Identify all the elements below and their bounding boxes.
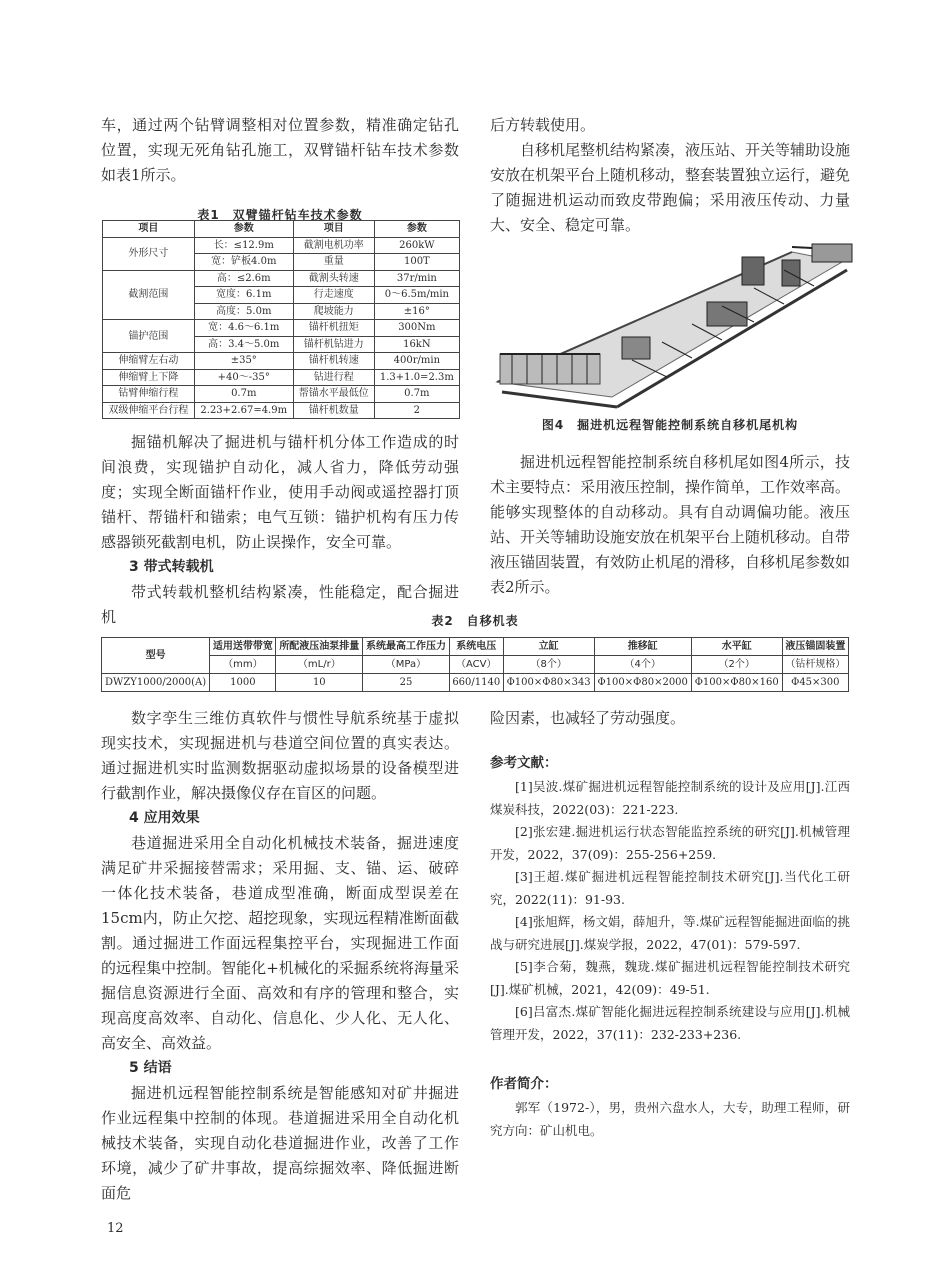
right-column-bottom	[490, 706, 850, 1142]
table-cell: 37r/min	[374, 270, 459, 287]
table-cell: 重量	[293, 254, 374, 271]
table-cell: 10	[276, 674, 363, 692]
paragraph: 掘锚机解决了掘进机与锚杆机分体工作造成的时间浪费，实现锚护自动化，减人省力，降低劳动强度；实现全断面锚杆作业，使用手动阀或遥控器打顶锚杆、帮锚杆和锚索；电气互锁：锚护机构有压力传感器锁死截割电机，防止误操作，安全可靠。	[101, 433, 459, 551]
table-cell: 260kW	[374, 237, 459, 254]
table-cell: 0.7m	[194, 386, 293, 403]
table-cell: 高度：5.0m	[194, 303, 293, 320]
table-unit: （8个）	[503, 656, 594, 674]
reference-item: [5]李合菊，魏燕，魏珑.煤矿掘进机远程智能控制技术研究[J].煤矿机械，2021，42(09)：49-51.	[490, 959, 850, 997]
right-column-top	[490, 113, 850, 238]
table2-caption: 表2 自移机表	[431, 614, 519, 628]
table-header: 水平缸	[691, 638, 782, 656]
table-row	[103, 402, 460, 419]
table-cell: 外形尺寸	[103, 237, 195, 270]
table-unit: （钻杆规格）	[782, 656, 848, 674]
reference-item: [3]王超.煤矿掘进机远程智能控制技术研究[J].当代化工研究，2022(11)：91-93.	[490, 869, 850, 907]
table-header: 所配液压油泵排量	[276, 638, 363, 656]
table-cell: 2.23+2.67=4.9m	[194, 402, 293, 419]
table-row	[103, 386, 460, 403]
table-cell: 高：3.4～5.0m	[194, 336, 293, 353]
table-cell: 400r/min	[374, 353, 459, 370]
table-header: 型号	[102, 638, 210, 674]
table-unit-row	[102, 656, 849, 674]
table-header: 推移缸	[594, 638, 691, 656]
table-cell: 伸缩臂上下降	[103, 369, 195, 386]
table-header: 项目	[293, 221, 374, 238]
table-header: 项目	[103, 221, 195, 238]
table-cell: 截割范围	[103, 270, 195, 320]
section-heading: 4 应用效果	[129, 810, 200, 826]
figure-4-machine-image	[492, 242, 857, 410]
table-row	[102, 674, 849, 692]
author-bio	[490, 1097, 850, 1142]
table-cell: Φ100×Φ80×160	[691, 674, 782, 692]
table-cell: 100T	[374, 254, 459, 271]
table-unit: （mL/r）	[276, 656, 363, 674]
table-cell: 截割电机功率	[293, 237, 374, 254]
table-cell: 锚杆机数量	[293, 402, 374, 419]
table-cell: 锚杆机扭矩	[293, 320, 374, 337]
table-header-row	[103, 221, 460, 238]
table-cell: 伸缩臂左右动	[103, 353, 195, 370]
table-header: 液压锚固装置	[782, 638, 848, 656]
references-list	[490, 776, 850, 1046]
table-cell: Φ100×Φ80×343	[503, 674, 594, 692]
table-header: 适用送带带宽	[210, 638, 276, 656]
table-cell: 0～6.5m/min	[374, 287, 459, 304]
table-cell: 帮锚水平最低位	[293, 386, 374, 403]
table-cell: 爬坡能力	[293, 303, 374, 320]
table1-caption: 表1 双臂锚杆钻车技术参数	[197, 208, 363, 222]
table-row	[103, 320, 460, 337]
author-text: 郭军（1972-），男，贵州六盘水人，大专，助理工程师，研究方向：矿山机电。	[490, 1100, 850, 1138]
table-cell: 截割头转速	[293, 270, 374, 287]
table-cell: 高：≤2.6m	[194, 270, 293, 287]
table-cell: +40～-35°	[194, 369, 293, 386]
paragraph: 险因素，也减轻了劳动强度。	[490, 709, 686, 727]
table-cell: 锚护范围	[103, 320, 195, 353]
paragraph: 数字孪生三维仿真软件与惯性导航系统基于虚拟现实技术，实现掘进机与巷道空间位置的真实表达。通过掘进机实时监测数据驱动虚拟场景的设备模型进行截割作业，解决摄像仪存在盲区的问题。	[101, 709, 459, 802]
left-column-top	[101, 113, 459, 228]
table-cell: 锚杆机钻进力	[293, 336, 374, 353]
table-unit: （ACV）	[449, 656, 503, 674]
table-row	[103, 353, 460, 370]
table-cell: 0.7m	[374, 386, 459, 403]
table-header-row	[102, 638, 849, 656]
intro-paragraph: 车，通过两个钻臂调整相对位置参数，精准确定钻孔位置，实现无死角钻孔施工，双臂锚杆钻车技术参数如表1所示。	[101, 116, 459, 184]
table-cell: DWZY1000/2000(A)	[102, 674, 210, 692]
author-title: 作者简介：	[490, 1076, 558, 1092]
paragraph: 带式转载机整机结构紧凑，性能稳定，配合掘进机	[101, 583, 459, 626]
paragraph: 后方转载使用。	[490, 116, 596, 134]
table-cell: ±16°	[374, 303, 459, 320]
section-heading: 3 带式转载机	[129, 559, 214, 575]
reference-item: [2]张宏建.掘进机运行状态智能监控系统的研究[J].机械管理开发，2022，37(09)：255-256+259.	[490, 824, 850, 862]
table-2	[101, 637, 849, 692]
reference-item: [6]吕富杰.煤矿智能化掘进远程控制系统建设与应用[J].机械管理开发，2022，37(11)：232-233+236.	[490, 1004, 850, 1042]
table-1	[102, 220, 460, 419]
left-column-bottom	[101, 706, 459, 1206]
right-column-mid	[490, 413, 850, 600]
figure-4-caption: 图4 掘进机远程智能控制系统自移机尾机构	[541, 418, 799, 432]
page-number: 12	[107, 1221, 124, 1236]
table-row	[103, 369, 460, 386]
table-cell: 2	[374, 402, 459, 419]
table-cell: 1.3+1.0=2.3m	[374, 369, 459, 386]
section-heading: 5 结语	[129, 1060, 172, 1076]
table-cell: ±35°	[194, 353, 293, 370]
table-unit: （4个）	[594, 656, 691, 674]
table-cell: Φ100×Φ80×2000	[594, 674, 691, 692]
table-header: 系统电压	[449, 638, 503, 656]
paragraph: 掘进机远程智能控制系统自移机尾如图4所示，技术主要特点：采用液压控制，操作简单，工作效率高。能够实现整体的自动移动。具有自动调偏功能。液压站、开关等辅助设施安放在机架平台上随机移动。自带液压锚固装置，有效防止机尾的滑移，自移机尾参数如表2所示。	[490, 453, 851, 596]
table-header: 系统最高工作压力	[363, 638, 450, 656]
table-cell: 300Nm	[374, 320, 459, 337]
table-cell: 钻臂伸缩行程	[103, 386, 195, 403]
table-unit: （MPa）	[363, 656, 450, 674]
paragraph: 巷道掘进采用全自动化机械技术装备，掘进速度满足矿井采掘接替需求；采用掘、支、锚、运、破碎一体化技术装备，巷道成型准确，断面成型误差在15cm内，防止欠挖、超挖现象，实现远程精准断面截割。通过掘进工作面远程集控平台，实现掘进工作面的远程集中控制。智能化+机械化的采掘系统将海量采掘信息资源进行全面、高效和有序的管理和整合，实现高度高效率、自动化、信息化、少人化、无人化、高安全、高效益。	[101, 834, 459, 1052]
table-cell: 25	[363, 674, 450, 692]
table-header: 参数	[374, 221, 459, 238]
table-cell: 宽：4.6～6.1m	[194, 320, 293, 337]
table-cell: 宽度：6.1m	[194, 287, 293, 304]
table-cell: 钻进行程	[293, 369, 374, 386]
table-unit: （2个）	[691, 656, 782, 674]
table-cell: Φ45×300	[782, 674, 848, 692]
table-cell: 双级伸缩平台行程	[103, 402, 195, 419]
references-title: 参考文献：	[490, 755, 558, 771]
table-header: 参数	[194, 221, 293, 238]
table-cell: 长：≤12.9m	[194, 237, 293, 254]
table-cell: 宽：铲板4.0m	[194, 254, 293, 271]
table-cell: 1000	[210, 674, 276, 692]
reference-item: [1]吴波.煤矿掘进机远程智能控制系统的设计及应用[J].江西煤炭科技，2022(03)：221-223.	[490, 779, 850, 817]
table2-caption-wrap	[101, 612, 849, 629]
left-column-lower	[101, 430, 459, 630]
table-row	[103, 237, 460, 254]
paragraph: 掘进机远程智能控制系统是智能感知对矿井掘进作业远程集中控制的体现。巷道掘进采用全自动化机械技术装备，实现自动化巷道掘进作业，改善了工作环境，减少了矿井事故，提高综掘效率、降低掘进断面危	[101, 1084, 459, 1202]
reference-item: [4]张旭辉，杨文娟，薛旭升，等.煤矿远程智能掘进面临的挑战与研究进展[J].煤炭学报，2022，47(01)：579-597.	[490, 914, 850, 952]
table-cell: 锚杆机转速	[293, 353, 374, 370]
table-row	[103, 270, 460, 287]
table-unit: （mm）	[210, 656, 276, 674]
paragraph: 自移机尾整机结构紧凑，液压站、开关等辅助设施安放在机架平台上随机移动，整套装置独立运行，避免了随掘进机运动而致皮带跑偏；采用液压传动、力量大、安全、稳定可靠。	[490, 141, 851, 234]
table-header: 立缸	[503, 638, 594, 656]
table-cell: 660/1140	[449, 674, 503, 692]
table-cell: 16kN	[374, 336, 459, 353]
table-cell: 行走速度	[293, 287, 374, 304]
